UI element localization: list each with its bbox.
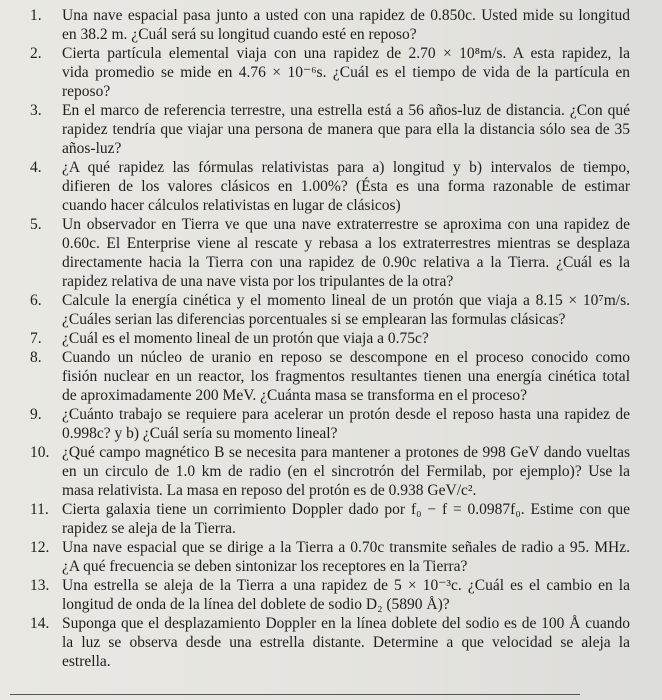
problem-text — [62, 158, 630, 215]
problem-line: Una estrella se aleja de la Tierra a una rapidez de 5 × 10⁻³c. ¿Cuál es el cambio en la — [62, 577, 630, 594]
problem-number: 11. — [30, 501, 49, 518]
problem-line: reposo? — [62, 83, 111, 100]
problem-item — [30, 291, 630, 329]
problem-line: de aproximadamente 200 MeV. ¿Cuánta masa se transforma en el proceso? — [62, 387, 527, 404]
problem-number: 14. — [30, 615, 50, 632]
problem-number: 7. — [30, 330, 42, 347]
bottom-rule — [10, 694, 580, 695]
problem-number: 13. — [30, 577, 50, 594]
problem-text — [62, 329, 630, 348]
problem-text — [62, 443, 630, 500]
problem-number: 1. — [30, 7, 42, 24]
problem-number: 9. — [30, 406, 42, 423]
problem-line: años-luz? — [62, 140, 122, 157]
problem-item — [30, 500, 630, 538]
problem-line: rapidez se aleja de la Tierra. — [62, 520, 236, 537]
problem-item — [30, 44, 630, 101]
problem-text — [62, 614, 630, 671]
problem-line: cuando hacer cálculos relativistas en lugar de clásicos) — [62, 197, 401, 214]
problem-item — [30, 348, 630, 405]
problem-text — [62, 405, 630, 443]
problem-line: 0.998c? y b) ¿Cuál sería su momento lineal? — [62, 425, 338, 442]
problem-line: Cierta galaxia tiene un corrimiento Doppler dado por f₀ − f = 0.0987f₀. Estime con que — [62, 501, 630, 518]
problem-line: ¿A qué rapidez las fórmulas relativistas para a) longitud y b) intervalos de tiempo, — [62, 159, 630, 176]
problem-number: 3. — [30, 102, 42, 119]
problem-item — [30, 614, 630, 671]
problem-number: 12. — [30, 539, 50, 556]
problem-line: rapidez tendría que viajar una persona de manera que para ella la distancia sólo sea de 35 — [62, 121, 630, 138]
problem-line: ¿Cuál es el momento lineal de un protón que viaja a 0.75c? — [62, 330, 429, 347]
problem-line: masa relativista. La masa en reposo del protón es de 0.938 GeV/c². — [62, 482, 477, 499]
problem-line: la luz se observa desde una estrella distante. Determine a que velocidad se aleja la — [62, 634, 630, 651]
problem-number: 4. — [30, 159, 42, 176]
problem-line: Un observador en Tierra ve que una nave extraterrestre se aproxima con una rapidez de — [62, 216, 630, 233]
problem-line: ¿Cuáles serian las diferencias porcentuales si se emplearan las formulas clásicas? — [62, 311, 566, 328]
problem-line: en un circulo de 1.0 km de radio (en el sincrotrón del Fermilab, por ejemplo)? Use la — [62, 463, 630, 480]
problem-line: Calcule la energía cinética y el momento lineal de un protón que viaja a 8.15 × 10⁷m/s. — [62, 292, 630, 309]
problem-item — [30, 443, 630, 500]
problem-number: 2. — [30, 45, 42, 62]
problem-line: Una nave espacial que se dirige a la Tierra a 0.70c transmite señales de radio a 95. MHz. — [62, 539, 630, 556]
problem-line: Cuando un núcleo de uranio en reposo se descompone en el proceso conocido como — [62, 349, 630, 366]
problem-text — [62, 538, 630, 576]
problem-list — [30, 6, 630, 671]
problem-line: estrella. — [62, 653, 111, 670]
problem-number: 6. — [30, 292, 42, 309]
problem-number: 8. — [30, 349, 42, 366]
problem-item — [30, 405, 630, 443]
problem-line: Una nave espacial pasa junto a usted con una rapidez de 0.850c. Usted mide su longitud — [62, 7, 630, 24]
problem-text — [62, 291, 630, 329]
problem-number: 5. — [30, 216, 42, 233]
problem-item — [30, 329, 630, 348]
problem-text — [62, 215, 630, 291]
problem-item — [30, 101, 630, 158]
problem-text — [62, 101, 630, 158]
problem-line: ¿Qué campo magnético B se necesita para mantener a protones de 998 GeV dando vueltas — [62, 444, 630, 461]
problem-text — [62, 348, 630, 405]
problem-text — [62, 500, 630, 538]
problem-line: longitud de onda de la línea del doblete de sodio D₂ (5890 Å)? — [62, 596, 450, 613]
problem-item — [30, 158, 630, 215]
problem-line: 0.60c. El Enterprise viene al rescate y rebasa a los extraterrestres mientras se desplaza — [62, 235, 630, 252]
problem-line: ¿Cuánto trabajo se requiere para acelerar un protón desde el reposo hasta una rapidez de — [62, 406, 630, 423]
problem-text — [62, 44, 630, 101]
problem-text — [62, 6, 630, 44]
problem-item — [30, 215, 630, 291]
problem-text — [62, 576, 630, 614]
problem-item — [30, 576, 630, 614]
problem-line: directamente hacia la Tierra con una rapidez de 0.90c relativa a la Tierra. ¿Cuál es la — [62, 254, 630, 271]
problem-line: En el marco de referencia terrestre, una estrella está a 56 años-luz de distancia. ¿Con qué — [62, 102, 630, 119]
problem-line: vida promedio se mide en 4.76 × 10⁻⁶s. ¿Cuál es el tiempo de vida de la partícula en — [62, 64, 630, 81]
problem-number: 10. — [30, 444, 50, 461]
problem-item — [30, 538, 630, 576]
problem-line: Suponga que el desplazamiento Doppler en la línea doblete del sodio es de 100 Å cuando — [62, 615, 630, 632]
problem-line: rapidez relativa de una nave vista por los tripulantes de la otra? — [62, 273, 454, 290]
problem-line: Cierta partícula elemental viaja con una rapidez de 2.70 × 10⁸m/s. A esta rapidez, la — [62, 45, 630, 62]
problem-line: fisión nuclear en un reactor, los fragmentos resultantes tienen una energía cinética total — [62, 368, 630, 385]
problem-item — [30, 6, 630, 44]
problem-line: ¿A qué frecuencia se deben sintonizar los receptores en la Tierra? — [62, 558, 468, 575]
problem-line: difieren de los valores clásicos en 1.00%? (Ésta es una forma razonable de estimar — [62, 178, 630, 195]
problem-line: en 38.2 m. ¿Cuál será su longitud cuando esté en reposo? — [62, 26, 417, 43]
